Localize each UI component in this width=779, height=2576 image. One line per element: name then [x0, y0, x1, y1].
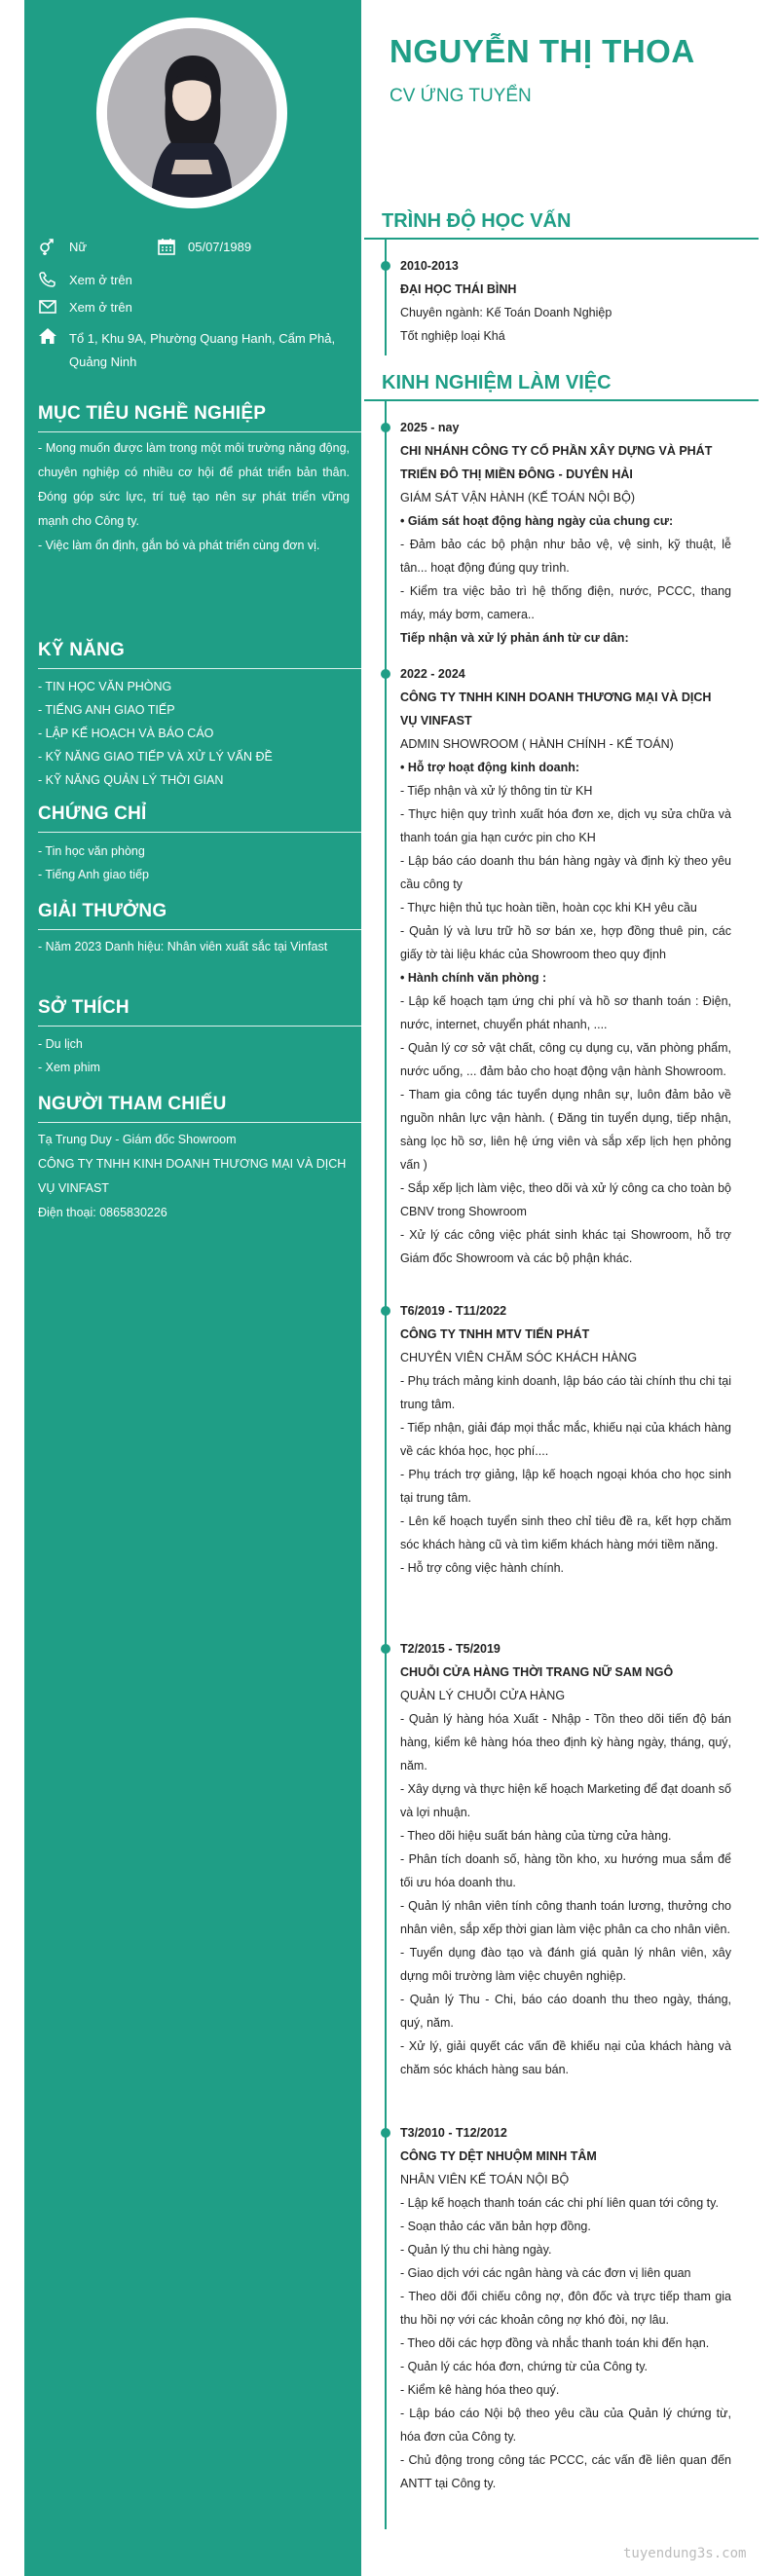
entry-line: - Xử lý, giải quyết các vấn đề khiếu nại của khách hàng và chăm sóc khách hàng sau bán.: [400, 2039, 731, 2076]
references-title: NGƯỜI THAM CHIẾU: [38, 1094, 227, 1114]
timeline-dot: [381, 2128, 390, 2138]
references-text: [38, 1128, 350, 1225]
experience-title: KINH NGHIỆM LÀM VIỆC: [382, 372, 612, 393]
skill-item: - TIẾNG ANH GIAO TIẾP: [38, 703, 175, 717]
awards-title: GIẢI THƯỞNG: [38, 901, 167, 921]
entry-line: - Quản lý Thu - Chi, báo cáo doanh thu theo ngày, tháng, quý, năm.: [400, 1993, 731, 2030]
entry-line: - Quản lý nhân viên tính công thanh toán lương, thưởng cho nhân viên, sắp xếp thời gian làm việc phân ca cho nhân viên.: [400, 1899, 731, 1936]
experience-entry: [400, 662, 731, 1270]
candidate-name: NGUYỄN THỊ THOA: [390, 33, 695, 69]
gender-row: [38, 238, 87, 255]
phone-row: [38, 271, 132, 288]
entry-line: - Thực hiện quy trình xuất hóa đơn xe, dịch vụ sửa chữa và thanh toán gia hạn cước pin cho KH: [400, 807, 731, 844]
timeline-dot: [381, 261, 390, 271]
awards-divider: [38, 929, 361, 930]
certificate-item: - Tin học văn phòng: [38, 844, 145, 858]
entry-line: - Phụ trách mảng kinh doanh, lập báo cáo tài chính thu chi tại trung tâm.: [400, 1374, 731, 1411]
hobby-item: - Du lịch: [38, 1037, 83, 1051]
entry-line: - Lập báo cáo doanh thu bán hàng ngày và định kỳ theo yêu cầu công ty: [400, 854, 731, 891]
entry-line: - Quản lý và lưu trữ hồ sơ bán xe, hợp đồng thuê pin, các giấy tờ tài liệu khác của Showroom theo quy định: [400, 924, 731, 961]
entry-line: - Kiểm kê hàng hóa theo quý.: [400, 2383, 560, 2397]
entry-line: - Chủ động trong công tác PCCC, các vấn đề liên quan đến ANTT tại Công ty.: [400, 2453, 731, 2490]
certificates-title: CHỨNG CHỈ: [38, 803, 147, 824]
entry-line: - Lập kế hoạch thanh toán các chi phí liên quan tới công ty.: [400, 2196, 719, 2210]
objective-line: - Việc làm ổn định, gắn bó và phát triển cùng đơn vị.: [38, 539, 320, 552]
entry-line: - Phụ trách trợ giảng, lập kế hoạch ngoại khóa cho học sinh tại trung tâm.: [400, 1468, 731, 1505]
entry-line: - Phân tích doanh số, hàng tồn kho, xu hướng mua sắm để tối ưu hóa doanh thu.: [400, 1852, 731, 1889]
birthday-value: 05/07/1989: [188, 239, 252, 254]
address-row: [38, 327, 350, 374]
entry-period: 2025 - nay: [400, 421, 460, 434]
gender-icon: [38, 238, 57, 255]
skill-item: - TIN HỌC VĂN PHÒNG: [38, 680, 172, 693]
entry-line: - Đảm bảo các bộ phận như bảo vệ, vệ sinh, kỹ thuật, lễ tân... hoạt động đúng quy trình.: [400, 538, 731, 575]
entry-line: - Thực hiện thủ tục hoàn tiền, hoàn cọc khi KH yêu cầu: [400, 901, 697, 915]
gender-value: Nữ: [69, 239, 88, 254]
entry-role: NHÂN VIÊN KẾ TOÁN NỘI BỘ: [400, 2173, 570, 2186]
cv-subtitle: CV ỨNG TUYỂN: [390, 86, 532, 106]
email-icon: [38, 298, 57, 316]
entry-line: Chuyên ngành: Kế Toán Doanh Nghiệp: [400, 306, 612, 319]
entry-line: - Xây dựng và thực hiện kế hoạch Marketing để đạt doanh số và lợi nhuận.: [400, 1782, 731, 1819]
experience-entry: [400, 1299, 731, 1580]
timeline-dot: [381, 669, 390, 679]
entry-line: • Giám sát hoạt động hàng ngày của chung cư:: [400, 514, 674, 528]
experience-entry: [400, 1637, 731, 2081]
birthday-row: [157, 238, 251, 255]
hobby-item: - Xem phim: [38, 1061, 100, 1074]
objective-line: - Mong muốn được làm trong một môi trường năng động, chuyên nghiệp có nhiều cơ hội để phát triển bản thân. Đóng góp sức lực, trí tuệ tạo nên sự phát triển vững mạnh cho Công ty.: [38, 441, 350, 528]
hobbies-divider: [38, 1026, 361, 1027]
entry-line: - Lập kế hoạch tạm ứng chi phí và hồ sơ thanh toán : Điện, nước, internet, chuyển phát nhanh, ....: [400, 994, 731, 1031]
skills-title: KỸ NĂNG: [38, 640, 126, 660]
timeline-dot: [381, 1306, 390, 1316]
entry-org: CHUỖI CỬA HÀNG THỜI TRANG NỮ SAM NGÔ: [400, 1665, 674, 1679]
entry-line: - Tiếp nhận và xử lý thông tin từ KH: [400, 784, 593, 798]
sidebar: [24, 0, 361, 2576]
entry-line: Tiếp nhận và xử lý phản ánh từ cư dân:: [400, 631, 629, 645]
experience-timeline: [385, 401, 387, 2529]
entry-line: - Quản lý các hóa đơn, chứng từ của Công ty.: [400, 2360, 648, 2373]
calendar-icon: [157, 238, 176, 255]
entry-line: - Quản lý thu chi hàng ngày.: [400, 2243, 552, 2257]
entry-org: CHI NHÁNH CÔNG TY CỔ PHẦN XÂY DỰNG VÀ PHÁT TRIỂN ĐÔ THỊ MIỀN ĐÔNG - DUYÊN HẢI: [400, 444, 713, 481]
education-timeline: [385, 240, 387, 355]
hobbies-title: SỞ THÍCH: [38, 997, 130, 1018]
entry-period: T6/2019 - T11/2022: [400, 1304, 507, 1318]
entry-role: QUẢN LÝ CHUỖI CỬA HÀNG: [400, 1689, 566, 1702]
hobbies-list: [38, 1032, 350, 1079]
experience-entry: [400, 416, 731, 650]
home-icon: [38, 327, 57, 345]
entry-org: CÔNG TY TNHH MTV TIẾN PHÁT: [400, 1327, 590, 1341]
entry-line: - Kiểm tra việc bảo trì hệ thống điện, nước, PCCC, thang máy, máy bơm, camera..: [400, 584, 731, 621]
entry-period: 2010-2013: [400, 259, 459, 273]
timeline-dot: [381, 1644, 390, 1654]
entry-org: CÔNG TY DỆT NHUỘM MINH TÂM: [400, 2149, 597, 2163]
references-divider: [38, 1122, 361, 1123]
timeline-dot: [381, 423, 390, 432]
entry-role: GIÁM SÁT VẬN HÀNH (KẾ TOÁN NỘI BỘ): [400, 491, 636, 504]
certificates-list: [38, 840, 350, 886]
skills-list: [38, 675, 350, 792]
skill-item: - KỸ NĂNG GIAO TIẾP VÀ XỬ LÝ VẤN ĐỀ: [38, 750, 273, 764]
experience-entry: [400, 2121, 731, 2495]
entry-line: • Hành chính văn phòng :: [400, 971, 547, 985]
phone-icon: [38, 271, 57, 288]
skill-item: - KỸ NĂNG QUẢN LÝ THỜI GIAN: [38, 773, 224, 787]
email-row: [38, 298, 132, 316]
reference-line: CÔNG TY TNHH KINH DOANH THƯƠNG MẠI VÀ DỊCH VỤ VINFAST: [38, 1157, 347, 1195]
entry-line: - Hỗ trợ công việc hành chính.: [400, 1561, 565, 1575]
entry-role: ADMIN SHOWROOM ( HÀNH CHÍNH - KẾ TOÁN): [400, 737, 674, 751]
entry-line: - Theo dõi các hợp đồng và nhắc thanh toán khi đến hạn.: [400, 2336, 710, 2350]
entry-line: - Theo dõi hiệu suất bán hàng của từng cửa hàng.: [400, 1829, 672, 1843]
award-item: - Năm 2023 Danh hiệu: Nhân viên xuất sắc tại Vinfast: [38, 940, 328, 953]
entry-period: T2/2015 - T5/2019: [400, 1642, 501, 1656]
entry-role: CHUYÊN VIÊN CHĂM SÓC KHÁCH HÀNG: [400, 1351, 638, 1364]
entry-line: - Giao dịch với các ngân hàng và các đơn vị liên quan: [400, 2266, 691, 2280]
entry-org: CÔNG TY TNHH KINH DOANH THƯƠNG MẠI VÀ DỊCH VỤ VINFAST: [400, 691, 712, 728]
address-value: Tổ 1, Khu 9A, Phường Quang Hanh, Cẩm Phả, Quảng Ninh: [69, 331, 336, 369]
awards-list: [38, 935, 350, 959]
education-title: TRÌNH ĐỘ HỌC VẤN: [382, 210, 572, 232]
entry-line: • Hỗ trợ hoạt động kinh doanh:: [400, 761, 580, 774]
entry-period: T3/2010 - T12/2012: [400, 2126, 507, 2140]
entry-org: ĐẠI HỌC THÁI BÌNH: [400, 282, 517, 296]
reference-line: Điện thoại: 0865830226: [38, 1206, 167, 1219]
entry-line: - Sắp xếp lịch làm việc, theo dõi và xử lý công ca cho toàn bộ CBNV trong Showroom: [400, 1181, 731, 1218]
skills-divider: [38, 668, 361, 669]
entry-line: - Tiếp nhận, giải đáp mọi thắc mắc, khiếu nại của khách hàng về các khóa học, học phí....: [400, 1421, 731, 1458]
phone-value: Xem ở trên: [69, 272, 132, 287]
entry-line: - Theo dõi đối chiếu công nợ, đôn đốc và trực tiếp tham gia thu hồi nợ với các khoản công nợ khó đòi, nợ lâu.: [400, 2290, 731, 2327]
skill-item: - LẬP KẾ HOẠCH VÀ BÁO CÁO: [38, 727, 214, 740]
objective-text: [38, 436, 350, 558]
education-entry: [400, 254, 731, 348]
entry-line: Tốt nghiệp loại Khá: [400, 329, 505, 343]
certificate-item: - Tiếng Anh giao tiếp: [38, 868, 149, 881]
entry-line: - Soạn thảo các văn bản hợp đồng.: [400, 2220, 591, 2233]
entry-line: - Lên kế hoạch tuyển sinh theo chỉ tiêu đề ra, kết hợp chăm sóc khách hàng cũ và tìm kiếm khách hàng mới tiềm năng.: [400, 1514, 731, 1551]
entry-period: 2022 - 2024: [400, 667, 465, 681]
objective-title: MỤC TIÊU NGHỀ NGHIỆP: [38, 403, 267, 424]
entry-line: - Quản lý cơ sở vật chất, công cụ dụng cụ, văn phòng phẩm, nước uống, ... đảm bảo cho hoạt động vận hành Showroom.: [400, 1041, 731, 1078]
entry-line: - Lập báo cáo Nội bộ theo yêu cầu của Quản lý chứng từ, hóa đơn của Công ty.: [400, 2407, 731, 2444]
entry-line: - Tuyển dụng đào tạo và đánh giá quản lý nhân viên, xây dựng môi trường làm việc chuyên nghiệp.: [400, 1946, 731, 1983]
email-value: Xem ở trên: [69, 299, 132, 315]
avatar: [107, 28, 277, 198]
experience-divider: [364, 399, 759, 401]
entry-line: - Quản lý hàng hóa Xuất - Nhập - Tồn theo dõi tiến độ bán hàng, kiểm kê hàng hóa theo định kỳ hàng ngày, tháng, quý, năm.: [400, 1712, 731, 1773]
objective-divider: [38, 431, 361, 432]
watermark: tuyendung3s.com: [623, 2546, 747, 2561]
entry-line: - Tham gia công tác tuyển dụng nhân sự, luôn đảm bảo về nguồn nhân lực vận hành. ( Đăng tin tuyển dụng, tiếp nhận, sàng lọc hồ sơ, liên hệ ứng viên và sắp xếp lịch hẹn phỏng vấn ): [400, 1088, 731, 1172]
education-divider: [364, 238, 759, 240]
reference-line: Tạ Trung Duy - Giám đốc Showroom: [38, 1133, 237, 1146]
entry-line: - Xử lý các công việc phát sinh khác tại Showroom, hỗ trợ Giám đốc Showroom và các bộ phận khác.: [400, 1228, 731, 1265]
certificates-divider: [38, 832, 361, 833]
